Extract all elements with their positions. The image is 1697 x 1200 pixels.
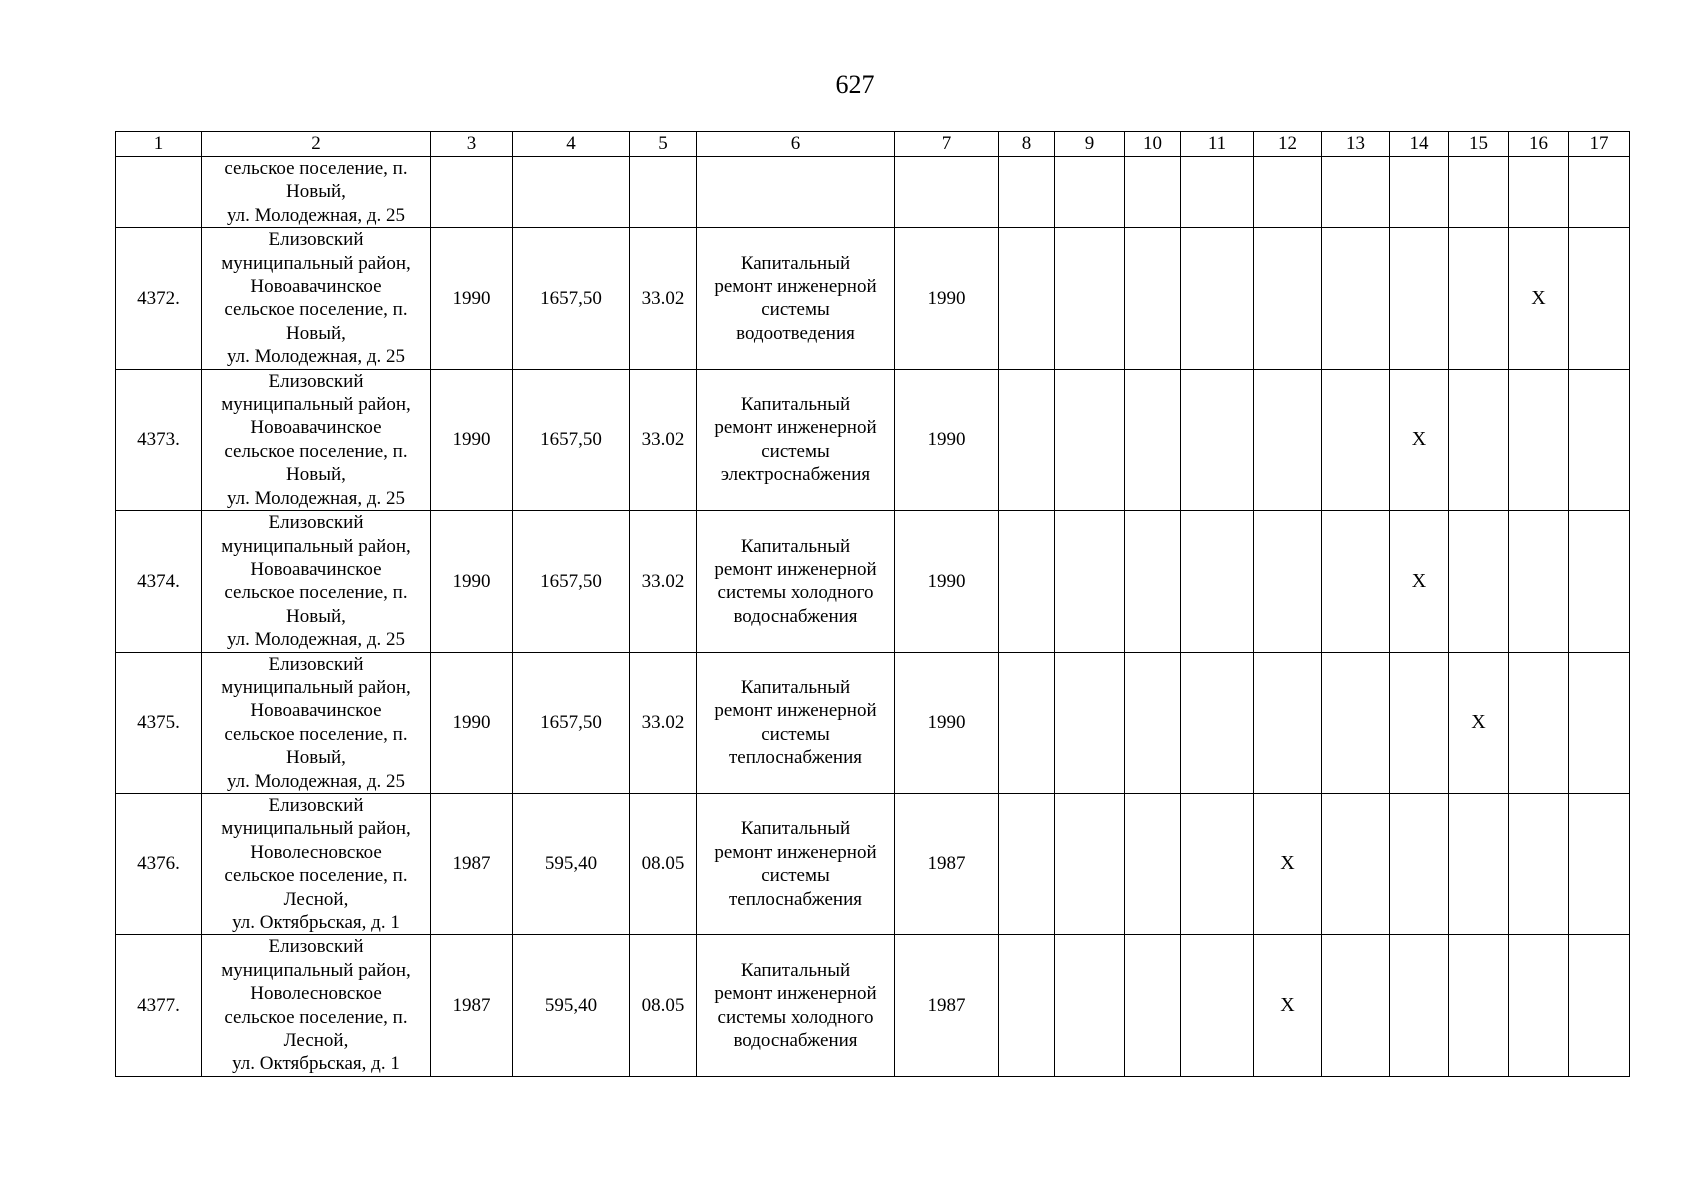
work-type-cell — [697, 228, 895, 369]
address-cell-line: Новый, — [286, 322, 346, 344]
work-type-cell-line: Капитальный — [740, 959, 851, 981]
address-cell-line: Новый, — [286, 747, 346, 769]
address-cell-line: Лесной, — [283, 888, 349, 910]
mark-cell-col-8 — [999, 511, 1055, 652]
address-cell — [202, 793, 431, 934]
address-cell-line: Елизовский — [268, 370, 364, 392]
column-number-13: 13 — [1322, 132, 1390, 157]
capital-repair-table — [115, 131, 1630, 1077]
mark-cell-col-16 — [1509, 369, 1569, 510]
mark-cell-col-10 — [1125, 652, 1181, 793]
code-cell: 33.02 — [630, 511, 697, 652]
mark-cell-col-16 — [1509, 228, 1569, 369]
address-cell-line: ул. Молодежная, д. 25 — [227, 346, 405, 368]
work-type-cell-line: ремонт инженерной — [714, 983, 877, 1005]
mark-cell-col-11 — [1181, 228, 1254, 369]
year-cell: 1990 — [431, 652, 513, 793]
column-number-3: 3 — [431, 132, 513, 157]
column-number-5: 5 — [630, 132, 697, 157]
address-cell-line: сельское поселение, п. — [224, 582, 408, 604]
address-cell-line: муниципальный район, — [221, 394, 411, 416]
address-cell-line: Елизовский — [268, 936, 364, 958]
code-cell: 08.05 — [630, 935, 697, 1076]
year-cell: 1990 — [431, 228, 513, 369]
mark-cell-col-8 — [999, 157, 1055, 228]
work-type-cell-line: теплоснабжения — [729, 747, 862, 769]
mark-cell-col-15 — [1449, 369, 1509, 510]
work-type-cell-line: водоотведения — [736, 322, 855, 344]
work-type-cell — [697, 652, 895, 793]
address-cell-line: Новоавачинское — [250, 276, 382, 298]
area-cell: 595,40 — [513, 935, 630, 1076]
work-type-cell-line: системы — [761, 299, 830, 321]
column-number-12: 12 — [1254, 132, 1322, 157]
column-number-10: 10 — [1125, 132, 1181, 157]
address-cell-line: Новолесновское — [250, 983, 382, 1005]
row-number — [116, 157, 202, 228]
work-year-cell: 1990 — [895, 228, 999, 369]
mark-cell-col-11 — [1181, 369, 1254, 510]
year-cell: 1990 — [431, 369, 513, 510]
mark-cell-col-9 — [1055, 793, 1125, 934]
mark-cell-col-11 — [1181, 793, 1254, 934]
mark-cell-col-9 — [1055, 157, 1125, 228]
address-cell-line: ул. Молодежная, д. 25 — [227, 487, 405, 509]
mark-cell-col-13 — [1322, 793, 1390, 934]
address-cell-line: сельское поселение, п. — [224, 158, 408, 179]
mark-cell-col-8 — [999, 935, 1055, 1076]
work-year-cell — [895, 157, 999, 228]
mark-cell-col-16 — [1509, 157, 1569, 228]
address-cell-line: сельское поселение, п. — [224, 299, 408, 321]
address-cell — [202, 935, 431, 1076]
address-cell-line: ул. Октябрьская, д. 1 — [232, 912, 400, 933]
address-cell-line: Новый, — [286, 464, 346, 486]
work-type-cell-line: ремонт инженерной — [714, 276, 877, 298]
row-number: 4372. — [116, 228, 202, 369]
x-mark: X — [1411, 428, 1427, 451]
mark-cell-col-9 — [1055, 935, 1125, 1076]
table-row — [116, 935, 1630, 1076]
mark-cell-col-11 — [1181, 511, 1254, 652]
mark-cell-col-12 — [1254, 369, 1322, 510]
work-type-cell-line: системы холодного — [717, 582, 874, 604]
address-cell-line: ул. Молодежная, д. 25 — [227, 629, 405, 651]
mark-cell-col-15 — [1449, 511, 1509, 652]
mark-cell-col-12 — [1254, 793, 1322, 934]
address-cell-line: Новоавачинское — [250, 700, 382, 722]
address-cell-line: Елизовский — [268, 653, 364, 675]
mark-cell-col-10 — [1125, 157, 1181, 228]
year-cell: 1987 — [431, 793, 513, 934]
work-type-cell-line: Капитальный — [740, 535, 851, 557]
address-cell — [202, 228, 431, 369]
mark-cell-col-11 — [1181, 652, 1254, 793]
mark-cell-col-15 — [1449, 935, 1509, 1076]
mark-cell-col-9 — [1055, 511, 1125, 652]
work-year-cell: 1990 — [895, 511, 999, 652]
mark-cell-col-12 — [1254, 228, 1322, 369]
column-number-4: 4 — [513, 132, 630, 157]
address-cell-line: муниципальный район, — [221, 676, 411, 698]
table-row — [116, 228, 1630, 369]
column-number-11: 11 — [1181, 132, 1254, 157]
mark-cell-col-9 — [1055, 652, 1125, 793]
mark-cell-col-14 — [1390, 652, 1449, 793]
address-cell-line: Елизовский — [268, 229, 364, 251]
column-number-16: 16 — [1509, 132, 1569, 157]
row-number: 4373. — [116, 369, 202, 510]
table-row — [116, 652, 1630, 793]
year-cell — [431, 157, 513, 228]
mark-cell-col-12 — [1254, 157, 1322, 228]
mark-cell-col-8 — [999, 652, 1055, 793]
address-cell-line: муниципальный район, — [221, 818, 411, 840]
mark-cell-col-14 — [1390, 935, 1449, 1076]
mark-cell-col-15 — [1449, 793, 1509, 934]
table-row — [116, 511, 1630, 652]
page-number: 627 — [835, 70, 875, 99]
area-cell: 1657,50 — [513, 228, 630, 369]
address-cell — [202, 652, 431, 793]
mark-cell-col-17 — [1569, 369, 1630, 510]
mark-cell-col-12 — [1254, 935, 1322, 1076]
address-cell-line: ул. Молодежная, д. 25 — [227, 770, 405, 792]
area-cell: 1657,50 — [513, 369, 630, 510]
address-cell — [202, 369, 431, 510]
work-type-cell-line: теплоснабжения — [729, 888, 862, 910]
mark-cell-col-14 — [1390, 228, 1449, 369]
work-type-cell-line: системы — [761, 440, 830, 462]
mark-cell-col-11 — [1181, 157, 1254, 228]
mark-cell-col-14 — [1390, 793, 1449, 934]
address-cell-line: муниципальный район, — [221, 252, 411, 274]
x-mark: X — [1471, 711, 1486, 734]
address-cell-line: сельское поселение, п. — [224, 865, 408, 887]
work-year-cell: 1990 — [895, 369, 999, 510]
area-cell — [513, 157, 630, 228]
x-mark: X — [1531, 286, 1546, 309]
year-cell: 1990 — [431, 511, 513, 652]
x-mark: X — [1280, 993, 1295, 1016]
mark-cell-col-10 — [1125, 369, 1181, 510]
code-cell: 33.02 — [630, 652, 697, 793]
column-number-14: 14 — [1390, 132, 1449, 157]
address-cell — [202, 511, 431, 652]
x-mark: X — [1280, 852, 1295, 875]
mark-cell-col-11 — [1181, 935, 1254, 1076]
column-number-6: 6 — [697, 132, 895, 157]
work-type-cell — [697, 935, 895, 1076]
column-number-8: 8 — [999, 132, 1055, 157]
work-type-cell — [697, 369, 895, 510]
mark-cell-col-14 — [1390, 157, 1449, 228]
work-type-cell — [697, 793, 895, 934]
mark-cell-col-13 — [1322, 369, 1390, 510]
address-cell-line: Елизовский — [268, 512, 364, 534]
mark-cell-col-15 — [1449, 228, 1509, 369]
table-body — [116, 157, 1630, 1077]
column-number-row — [116, 132, 1630, 157]
row-number: 4377. — [116, 935, 202, 1076]
work-type-cell — [697, 511, 895, 652]
area-cell: 595,40 — [513, 793, 630, 934]
code-cell: 33.02 — [630, 228, 697, 369]
mark-cell-col-8 — [999, 228, 1055, 369]
work-type-cell-line: системы — [761, 723, 830, 745]
work-type-cell-line: Капитальный — [740, 394, 851, 416]
work-type-cell-line: Капитальный — [740, 818, 851, 840]
address-cell — [202, 157, 431, 228]
work-year-cell: 1987 — [895, 793, 999, 934]
address-cell-line: Новоавачинское — [250, 558, 382, 580]
row-number: 4374. — [116, 511, 202, 652]
address-cell-line: ул. Октябрьская, д. 1 — [232, 1053, 400, 1075]
mark-cell-col-16 — [1509, 935, 1569, 1076]
work-type-cell-line: системы — [761, 865, 830, 887]
mark-cell-col-16 — [1509, 793, 1569, 934]
year-cell: 1987 — [431, 935, 513, 1076]
column-number-1: 1 — [116, 132, 202, 157]
mark-cell-col-9 — [1055, 228, 1125, 369]
work-type-cell-line: ремонт инженерной — [714, 700, 877, 722]
mark-cell-col-17 — [1569, 793, 1630, 934]
mark-cell-col-17 — [1569, 228, 1630, 369]
row-number: 4375. — [116, 652, 202, 793]
mark-cell-col-13 — [1322, 652, 1390, 793]
mark-cell-col-16 — [1509, 511, 1569, 652]
mark-cell-col-17 — [1569, 935, 1630, 1076]
work-type-cell-line: водоснабжения — [733, 1030, 858, 1052]
mark-cell-col-12 — [1254, 652, 1322, 793]
x-mark: X — [1411, 569, 1427, 592]
mark-cell-col-10 — [1125, 511, 1181, 652]
column-number-9: 9 — [1055, 132, 1125, 157]
code-cell: 08.05 — [630, 793, 697, 934]
address-cell-line: сельское поселение, п. — [224, 723, 408, 745]
mark-cell-col-12 — [1254, 511, 1322, 652]
code-cell — [630, 157, 697, 228]
mark-cell-col-17 — [1569, 652, 1630, 793]
work-type-cell-line: системы холодного — [717, 1006, 874, 1028]
work-year-cell: 1990 — [895, 652, 999, 793]
address-cell-line: Новый, — [286, 605, 346, 627]
work-type-cell — [697, 157, 895, 228]
mark-cell-col-13 — [1322, 935, 1390, 1076]
mark-cell-col-13 — [1322, 228, 1390, 369]
mark-cell-col-9 — [1055, 369, 1125, 510]
area-cell: 1657,50 — [513, 652, 630, 793]
address-cell-line: сельское поселение, п. — [224, 1006, 408, 1028]
work-year-cell: 1987 — [895, 935, 999, 1076]
mark-cell-col-14 — [1390, 369, 1449, 510]
work-type-cell-line: водоснабжения — [733, 605, 858, 627]
address-cell-line: Лесной, — [283, 1030, 349, 1052]
work-type-cell-line: ремонт инженерной — [714, 417, 877, 439]
address-cell-line: муниципальный район, — [221, 535, 411, 557]
table-row — [116, 369, 1630, 510]
mark-cell-col-17 — [1569, 511, 1630, 652]
address-cell-line: Елизовский — [268, 794, 364, 816]
work-type-cell-line: ремонт инженерной — [714, 558, 877, 580]
work-type-cell-line: Капитальный — [740, 676, 851, 698]
address-cell-line: муниципальный район, — [221, 959, 411, 981]
row-number: 4376. — [116, 793, 202, 934]
work-type-cell-line: электроснабжения — [720, 464, 871, 486]
mark-cell-col-14 — [1390, 511, 1449, 652]
mark-cell-col-13 — [1322, 511, 1390, 652]
mark-cell-col-10 — [1125, 793, 1181, 934]
column-number-2: 2 — [202, 132, 431, 157]
address-cell-line: сельское поселение, п. — [224, 440, 408, 462]
mark-cell-col-8 — [999, 369, 1055, 510]
mark-cell-col-13 — [1322, 157, 1390, 228]
column-number-17: 17 — [1569, 132, 1630, 157]
code-cell: 33.02 — [630, 369, 697, 510]
mark-cell-col-10 — [1125, 228, 1181, 369]
address-cell-line: Новый, — [286, 181, 346, 203]
mark-cell-col-8 — [999, 793, 1055, 934]
mark-cell-col-10 — [1125, 935, 1181, 1076]
mark-cell-col-17 — [1569, 157, 1630, 228]
work-type-cell-line: ремонт инженерной — [714, 841, 877, 863]
mark-cell-col-15 — [1449, 652, 1509, 793]
area-cell: 1657,50 — [513, 511, 630, 652]
column-number-15: 15 — [1449, 132, 1509, 157]
table-row — [116, 793, 1630, 934]
mark-cell-col-15 — [1449, 157, 1509, 228]
address-cell-line: ул. Молодежная, д. 25 — [227, 204, 405, 226]
address-cell-line: Новоавачинское — [250, 417, 382, 439]
table-row — [116, 157, 1630, 228]
work-type-cell-line: Капитальный — [740, 252, 851, 274]
address-cell-line: Новолесновское — [250, 841, 382, 863]
column-number-7: 7 — [895, 132, 999, 157]
mark-cell-col-16 — [1509, 652, 1569, 793]
